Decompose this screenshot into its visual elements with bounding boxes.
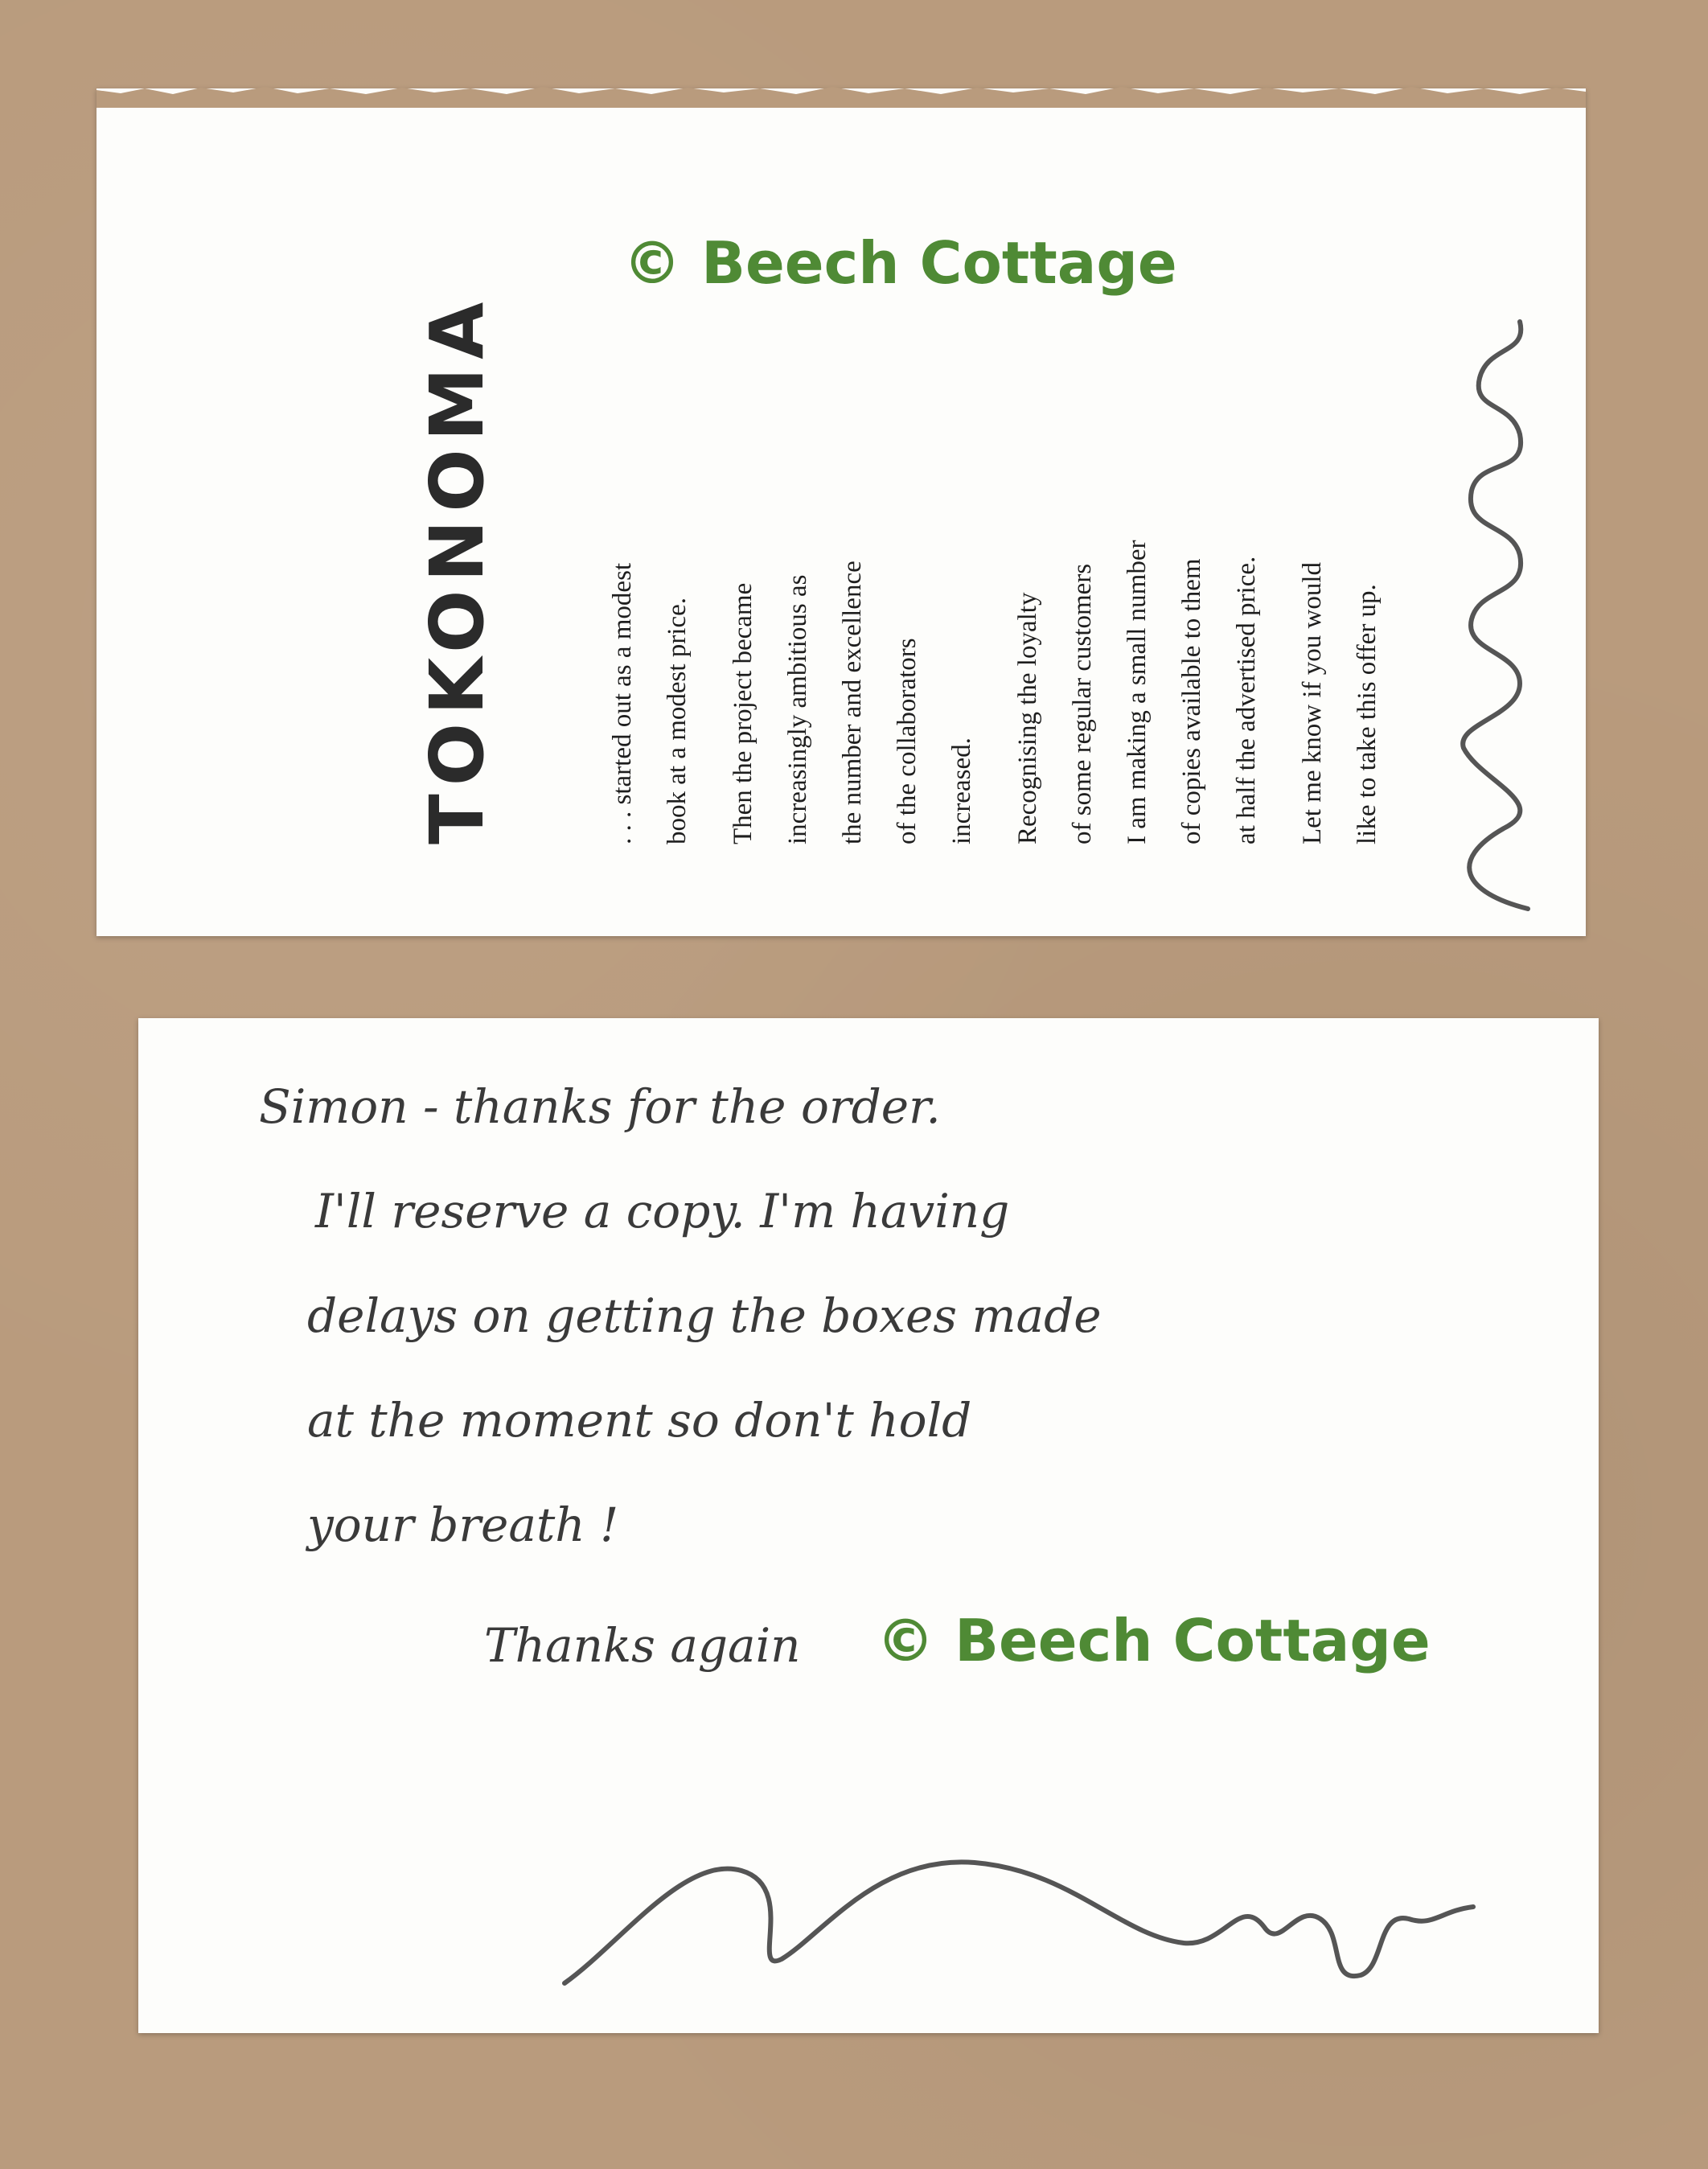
paragraph-1: . . . started out as a modest book at a modest price. [608,562,692,844]
handwritten-note-card [138,1018,1599,2033]
signature-horizontal [556,1822,1481,2007]
watermark-bottom: © Beech Cottage [877,1607,1431,1674]
note-line-3: delays on getting the boxes made [307,1288,1102,1343]
tokonoma-flyer-card [96,88,1586,936]
handwritten-note [259,1054,1546,1698]
note-line-6: Thanks again [484,1618,801,1673]
signature-vertical [1431,298,1560,925]
note-line-5: your breath ! [307,1497,619,1552]
note-line-2: I'll reserve a copy. I'm having [315,1184,1010,1239]
watermark-top: © Beech Cottage [623,229,1177,297]
brand-title: TOKONOMA [414,294,500,844]
paragraph-3: Recognising the loyalty of some regular customers I am making a small number of copies available to them at half the advertised price. [1013,540,1261,844]
paragraph-4: Let me know if you would like to take this offer up. [1298,561,1382,844]
paragraph-2: Then the project became increasingly ambitious as the number and excellence of the collaborators increased. [729,561,976,844]
torn-edge [96,84,1586,108]
note-line-1: Simon - thanks for the order. [259,1079,941,1134]
flyer-body-text [595,217,1406,844]
note-line-4: at the moment so don't hold [307,1393,972,1448]
